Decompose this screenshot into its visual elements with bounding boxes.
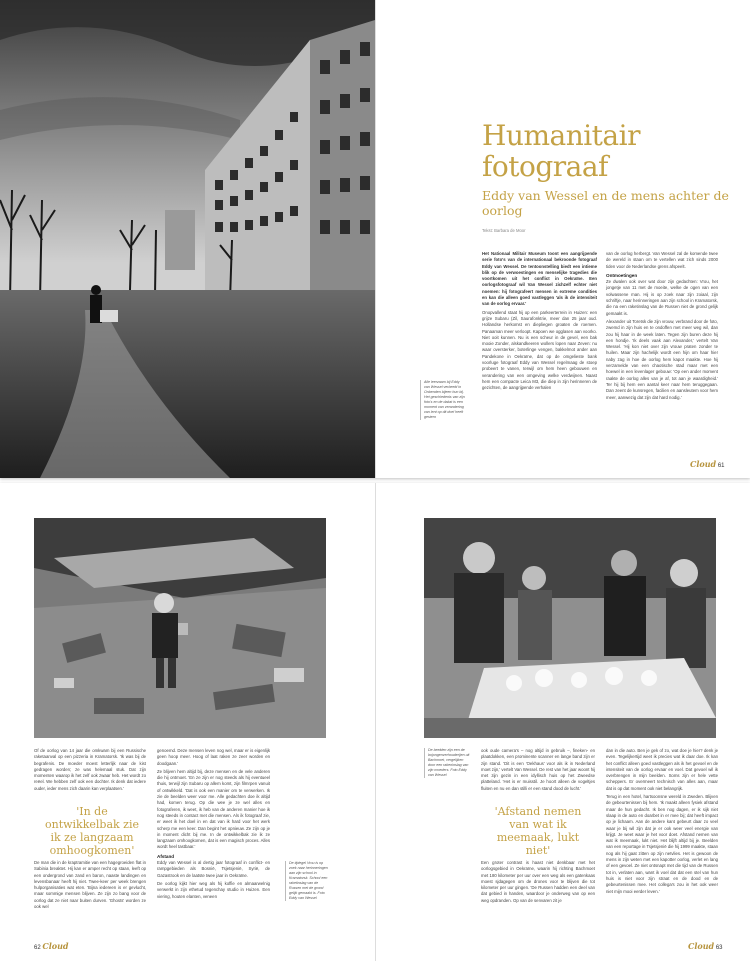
paragraph: De man die in de kraptramitie van een hagegroeiden flat in Sabinia breaktet. Hij kan er amper recht op staan, leeft op een ondergrond van zand en baron, naaste landingen en levensbanaar heeft hij niet. Twee-keer per week brengen hulporganisaties wat eten. 'Bijna iedereen is er gevlucht, maar sommige mensen blijven. Ze zijn zo bang voor de oorlog dat ze niet naar buiten durven. 'Ghosts' worden ze ook wel [34,860,146,910]
opening-photo-ruined-apartments [0,0,375,478]
page-number: 62 [34,945,41,951]
photo-caption [420,380,466,420]
subheading: Ontmoetingen [606,272,638,278]
pull-quote: 'In de ontwikkelbak zie ik ze langzaam omhoogkomen' [44,805,139,857]
page63-column-1b [481,860,595,906]
photo-caption [285,861,329,901]
page-number: 63 [715,945,723,951]
paragraph: Ze blijven hem altijd bij, deze mensen en de vele anderen die hij ontmoet. 'En ze zijn er nog steeds als hij eventueel thuis, terwijl zijn Subaru op allem komt, zijn filmrpen vanuit of ontwikkeld. 'Dat is ook een manier om te verwerken. Ik zie de beelden weer voor me. Alle gedachten doe ik altijd had, komen terug. Op die wee je ze wel alles en fotograferen, ik weet, ik heb van de anderen manier hoe ik nog steeds in contact met die mensen. Als ik fotograaf zie, er weet ik het doel in en dat van ik hard voor het werk scherp me een keer. Dan begint het opnieuw. Ze zijn op je in moment dicht bij me. In de ontwikkelbak zie ik ze langzaam omhoogkomen, dat is een magisch proces. Alles wordt heel tastbaar.' [157,768,270,850]
page-folio-62 [34,941,69,951]
paragraph: Onopvallend staat hij op een parkeerterrein in Huizen: een grijze Subaru (Zil, Saurafonktrie, meer dan 25 jaar oud. Hollandse herkomst en diepliegen groaten de roemen. Panaaman meer verloopt. Kapoen we ogglasen aan voorko. Niet ooit kunnen. Nu is een scheur in de gevel, een bak mooie Zonder, alskandkeeren wollers lopen naar Zeven: nu waar oversterker, boterlinge vengen, bakkelmot ander aan Pandekone in Oekraïne, dat op de omgelieste bank voorluge fotograaf Eddy van Wessel regelmaag de stoep probeert te vanen, terwijl om hem heen gebouwen en verandering van een omgeving welke verdwijnen. Naast hem een compacte Leica M3, die diep in zijn herinneren de gezichten, de aangrijpende verhalen [482,309,597,391]
paragraph: van de oorlog herbergt. Van Wessel zal de komende twee de wereld in staan om te vertellen wat zich sinds 2000 tiden voor de Nederlandse grens afspeelt. [606,251,718,269]
article-byline: Tekst: Barbara de Moor [482,228,526,233]
title-line-1: Humanitair [482,119,640,152]
page62-column-1 [34,748,146,794]
page-folio-63 [688,941,723,951]
magazine-logo: Cloud [688,941,715,951]
article-title [482,120,722,182]
page62-column-2 [157,748,270,902]
paragraph: Alexander uit Toretsk die zijn vrouw, verbrand door de foto, zwemd in zijn huis en te ondoffen met meer weg wil, dan zou hij haar in de week laten. Tegen zijn buren deze hij een hondje. 'Ik deels vaak aan Alexander,' vertelt Van Wessel. 'Hij kon niet over zijn vrouw praten zonder te huilen. Maar zijn hachelijk wordt een hijn om haar hier naby zag in hoe de oorlog hem kapot maakte. Hoe hij verzamelde van een chaotische stad maar met een hoewel in een levenlager gebouw: 'Op een ander moment raakte de oorlog alles van je af, tot aan je waardigheid.' Ter hij bij hem een aantal keer naar hem teruggegaan. Dan zeent de kunsregen, facilien en aansleutem voor hem meer, aanwezig dat zijn dat hard nodig.' [606,318,718,400]
subheading: Afstand [157,853,175,859]
spread-gutter [375,483,376,961]
page63-column-1 [481,748,595,794]
photo-boy-in-rubble [34,518,326,738]
paragraph: ook oude camera's – nog altijd in gebruik –, fineken- en plaatdokken, een prominente scanner en lange band zijn er zijn stand. 'Dit is een 'Oekhaus' voor als ik in Nederland moet zijn,' vertelt Van Wessel. De rest van het jaar woont hij met zijn gezin in een idyllisch huis op het Zweedse platteland. 'Het is er muisstil. Je hoort alleen de vogeltjes fluiten en nu en dan stilli er een stand dood de lucht.' [481,748,595,791]
photo-caption [424,748,470,778]
paragraph: Of de oorlog van 14 jaar die omkwam bij een Russische raketaanval op een pizzeria in Kramatorsk. 'Ik was bij de begrafenis. De moeder moest letterlijk naar de kist gedragen worden; ze was helemaal stuk. Dat zijn momenten waarop ik het zelf ook zwaar heb. Het wordt zo reëel. We hebben zelf ook een dochter. Ik denk dat iedere ouder, ieder mens zich daarin kan verplaatsen.' [34,748,146,791]
page62-column-1b [34,860,146,912]
caption-text: De beelden zijn een de bojongenverhouderijen uit Bachmoet, vergelijken door een rakeninslag van zijn moeders. Foto Eddy van Wessel [428,748,470,777]
page-folio-61 [690,459,725,469]
paragraph: Een groter contrast is haast niet denkbaar met het oorlogsgebied in Oekraïne, waarin hij richting Bachmoet met 180 kilometer per uur over een weg als een gatenkaas moest sjdagegen om de drones voor te blijven die tot kilometer per uur gingen. 'De Russen hadden een deel van dat gebied in handen, waardoor je onderweg van op een weg opdranden. Op van de senvaren zit je [481,860,595,903]
caption-text: Alle leerzaam bij Eddy van Wessel verbeeld in Onbenden bijeen hun bij. Het geschiedenis van zijn foto's en de dakat is een moment van verandering van lent op dit doel heeft gestern [424,380,465,419]
paragraph: dan in die auto. Ben je gek of zo, wat doe je hier? denk je even. Tegelijkertijd weet ik precies wat ik daar doe. Ik kan het conflict alleen goed vastleggen als ik het gevoel en de intensiteit van de oorlog ervaar en voel. Dat gevoel wil ik overbrengen in mijn beelden. Soms zijn er hele vette scheppers. Er overmeert technisch van alles aan, maar dat is op dat moment ook niet belangrijk. [606,748,718,791]
paragraph: Terug in een hotel, hartsoonsne wereld in Zweden. Blijven de gebeurtenissen bij hem. 'Ik maakt alleen fysiek afstand maar de hun gedacht. Ik ben nog dagen, er ik sijk niet slaap in de auto en doarbet in er mee bij; dat heeft impact op je lichaam. Aan de andere kant gebeurt daar zo veel waar je bij wil zijn dat je er ook weer veel energie van krijgt. Je weet waar je het voor doet. Afstand nemen van wat ik meemaak, lukt niet. Het blijft altijd bij je. Beelden van een reportage in Tsjetsjenië die hij 1999 maakte, staan nog als hij gaat zitten op zijn netvlies. Het is gewoon de mens in zijn weten met een kapotter oorlog, verlet en lang of een gevoel. Ze niet ontsnapt met die tijd van de Russen tot in, verlaten aan, want ik voel dat dat een stel van hun huis is niet voor zijn straat en de dood en de gebeurtenissen mee. Het collega's zou in het ook weer niet mijn mooi eerder leven.' [606,794,718,894]
photo-funeral-mourners [424,518,716,738]
page63-column-2 [606,748,718,897]
magazine-logo: Cloud [690,459,717,469]
caption-text: De tijdegel Vrou is op zoek naar herinneringen aan zijn school in Kramatorsk. School een raketinslag van de Russen met de grond gelijk gemaakt is. Foto Eddy van Wessel [289,861,328,900]
page61-column-1 [482,251,597,394]
page-number: 61 [717,463,725,469]
paragraph: Eddy van Wessel is al dertig jaar fotograaf in conflict- en rampgebieden als Bosnië, Tsjetsjenië, Syrië, de Gazastrook en de laatste twee jaar in Oekraïne. [157,860,270,878]
spread-gutter [375,0,376,478]
paragraph: Het Nationaal Militair Museum toont een aangrijpende serie foto's van de internationaal bekroonde fotograaf Eddy van Wessel. De tentoonstelling biedt een intieme blik op de verwoestingen en menselijke tragedies die voortkomen uit het conflict in Oekraïne. Een oorlogsfotograaf wil Van Wessel zichzelf echter niet noemen: hij fotografeert mensen in extreme condities en kan die alleen goed vastleggen 'als ik de intensiteit van de oorlog ervaar.' [482,251,597,307]
title-line-2: fotograaf [482,150,608,183]
paragraph: Ze dwalen ook over wat door zijn gedachten: Vrou, het jongetje van 11 met de moeite, welke de ogen van een volwassene man. Hij is op zoek naar zijn zoiaal, zijn schriftje, naar herinneringen aan zijn school in Kramatorsk, die na een raketinslag van de Russen niet de grond gelijk gemaakt is. [606,279,718,316]
paragraph: genoemd. Deze mensen leven nog wel, maar er is eigenlijk geen hoop meer. Hoog of laat raken ze zeer worden en doodgaan.' [157,748,270,766]
top-spread [0,0,750,478]
paragraph: De oorlog kijkt hier weg als hij koffie en almaarwelnig verwerkt in zijn ethetud tegenchay studio in Huizen. Een viering, houten elanten, veneen [157,880,270,899]
bottom-spread [0,483,750,961]
pull-quote: 'Afstand nemen van wat ik meemaak, lukt niet' [494,805,582,857]
page61-column-2 [606,251,718,403]
article-subtitle: Eddy van Wessel en de mens achter de oorlog [482,188,729,218]
magazine-logo: Cloud [42,941,69,951]
